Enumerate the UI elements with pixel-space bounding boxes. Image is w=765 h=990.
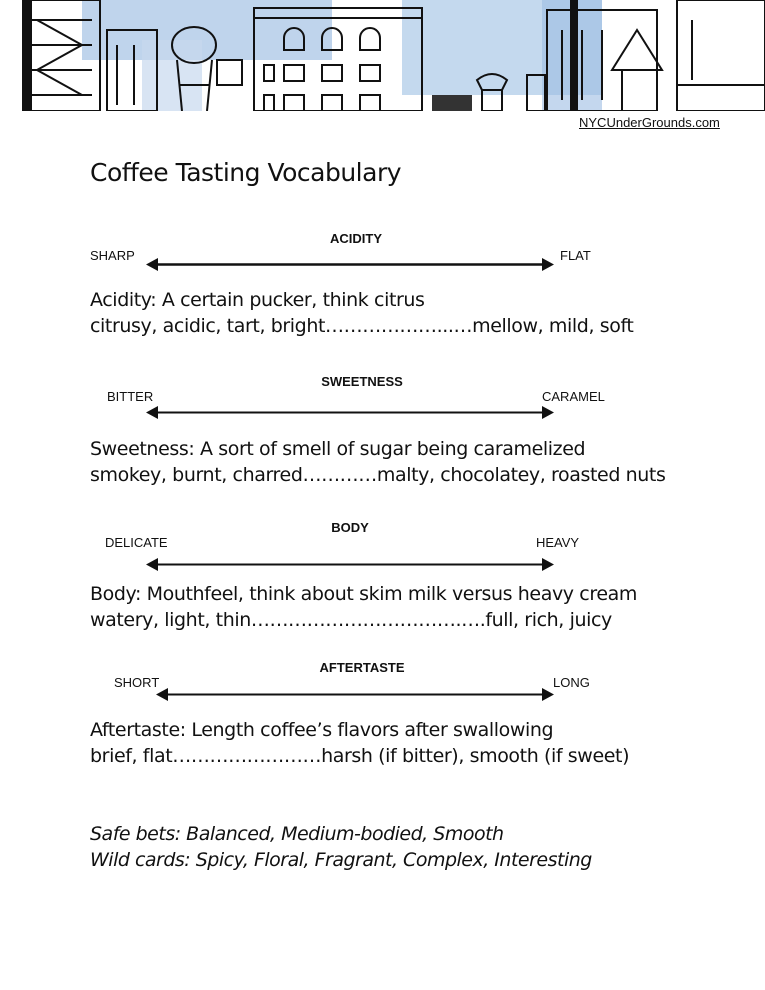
- wild-cards-note: Wild cards: Spicy, Floral, Fragrant, Complex, Interesting: [90, 849, 592, 871]
- page-title: Coffee Tasting Vocabulary: [90, 158, 402, 187]
- site-link[interactable]: NYCUnderGrounds.com: [579, 115, 720, 130]
- aftertaste-scale-title: AFTERTASTE: [319, 660, 405, 675]
- aftertaste-description: [90, 717, 629, 769]
- acidity-scale-right-label: FLAT: [560, 248, 591, 263]
- sweetness-double-arrow-icon: [146, 406, 554, 419]
- sweetness-definition: Sweetness: A sort of smell of sugar being caramelized: [90, 438, 586, 460]
- safe-bets-note: Safe bets: Balanced, Medium-bodied, Smooth: [90, 823, 504, 845]
- acidity-scale-title: ACIDITY: [330, 231, 382, 246]
- body-range: watery, light, thin…………………………….….full, rich, juicy: [90, 609, 612, 631]
- sweetness-description: [90, 436, 665, 488]
- sweetness-range: smokey, burnt, charred…………malty, chocolatey, roasted nuts: [90, 464, 666, 486]
- acidity-scale-left-label: SHARP: [90, 248, 135, 263]
- body-definition: Body: Mouthfeel, think about skim milk versus heavy cream: [90, 583, 637, 605]
- aftertaste-scale-right-label: LONG: [553, 675, 590, 690]
- sweetness-scale-left-label: BITTER: [107, 389, 154, 404]
- tasting-notes: [90, 821, 592, 873]
- body-double-arrow-icon: [146, 558, 554, 571]
- nyc-skyline-sketch-icon: [22, 0, 765, 111]
- acidity-definition: Acidity: A certain pucker, think citrus: [90, 289, 425, 311]
- body-scale-right-label: HEAVY: [536, 535, 580, 550]
- aftertaste-double-arrow-icon: [156, 688, 554, 701]
- aftertaste-scale-left-label: SHORT: [114, 675, 160, 690]
- header-illustration: [22, 0, 765, 111]
- aftertaste-definition: Aftertaste: Length coffee’s flavors after swallowing: [90, 719, 554, 741]
- acidity-range: citrusy, acidic, tart, bright………………...…mellow, mild, soft: [90, 315, 634, 337]
- acidity-double-arrow-icon: [146, 258, 554, 271]
- body-description: [90, 581, 637, 633]
- acidity-description: [90, 287, 633, 339]
- sweetness-scale-right-label: CARAMEL: [542, 389, 605, 404]
- aftertaste-range: brief, flat……………………harsh (if bitter), smooth (if sweet): [90, 745, 630, 767]
- sweetness-scale-title: SWEETNESS: [321, 374, 403, 389]
- body-scale-left-label: DELICATE: [105, 535, 168, 550]
- body-scale-title: BODY: [331, 520, 369, 535]
